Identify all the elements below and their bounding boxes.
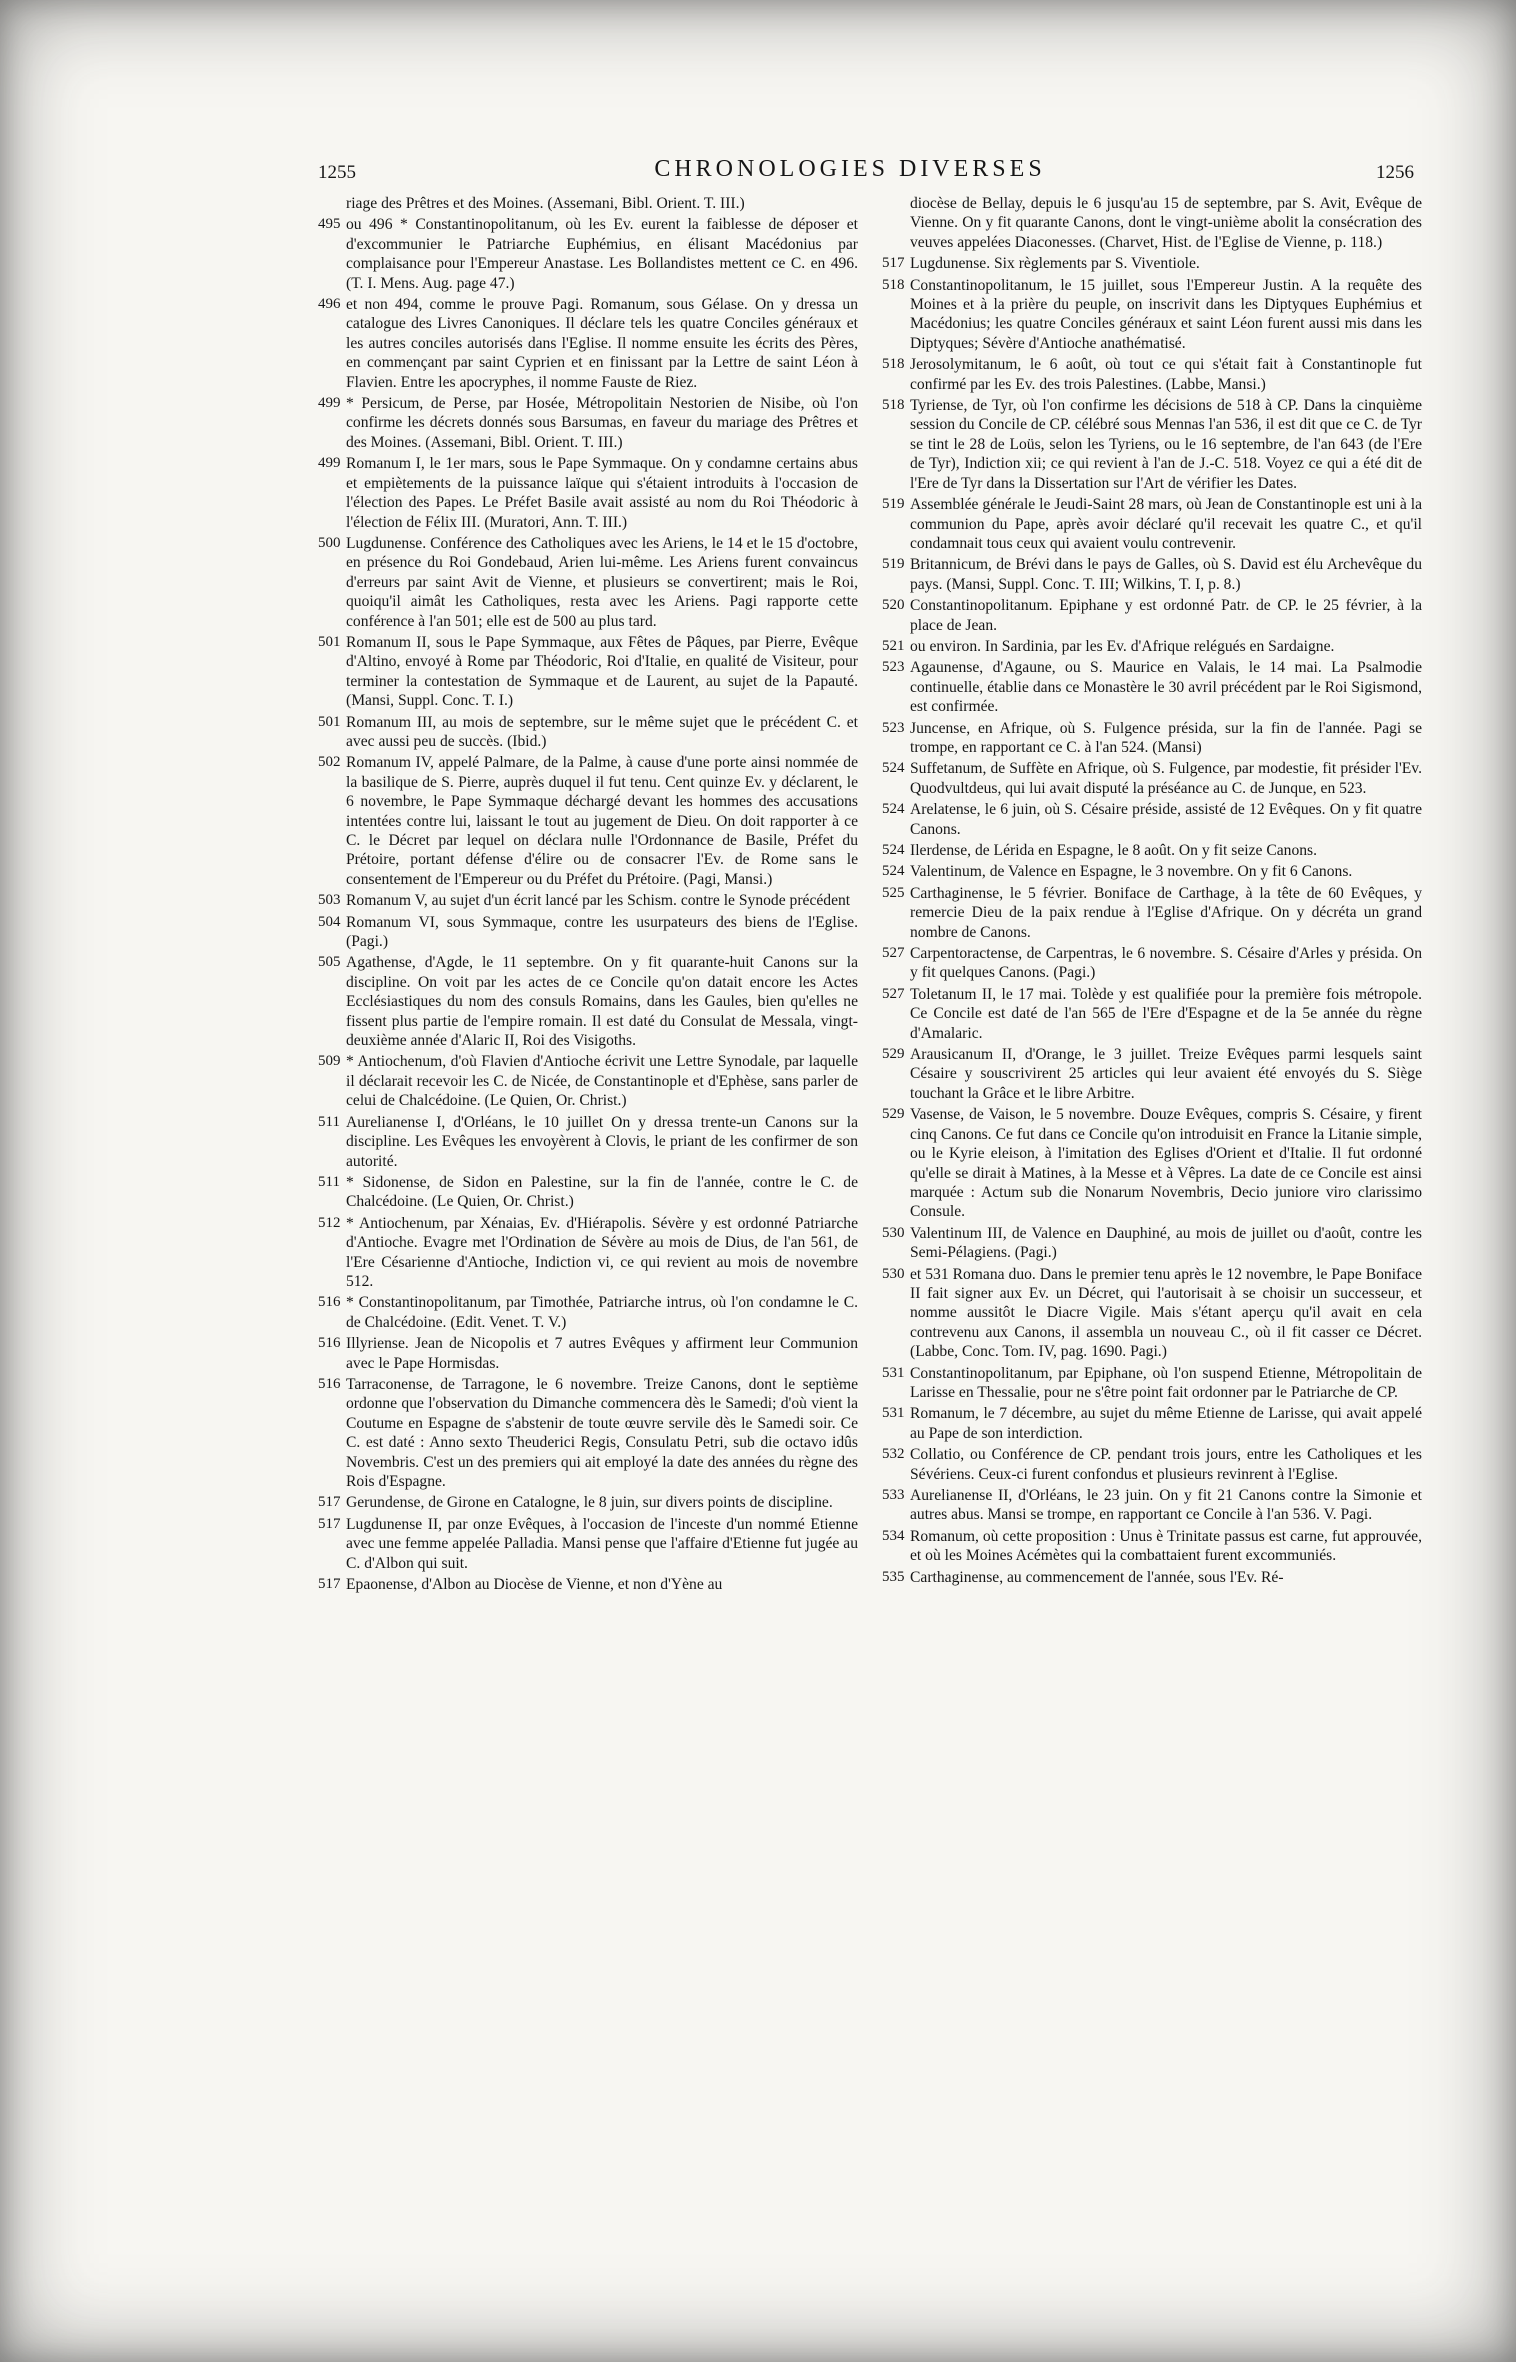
- entry-year: 520: [882, 597, 905, 614]
- chronology-entry: [318, 1375, 858, 1491]
- entry-text: * Antiochenum, par Xénaias, Ev. d'Hiérapolis. Sévère y est ordonné Patriarche d'Antioche. Evagre met l'Ordination de Sévère au mois de Dius, de l'an 561, de l'Ere Césarienne d'Antioche, Indiction vi, ce qui revient au mois de novembre 512.: [346, 1214, 858, 1290]
- chronology-entry: [318, 1493, 858, 1512]
- entry-year: 501: [318, 633, 341, 650]
- entry-year: 512: [318, 1214, 341, 1231]
- chronology-entry: [882, 841, 1422, 860]
- entry-year: 505: [318, 954, 341, 971]
- entry-text: Juncense, en Afrique, où S. Fulgence présida, sur la fin de l'année. Pagi se trompe, en rapportant ce C. à l'an 524. (Mansi): [910, 719, 1422, 756]
- entry-text: ou 496 * Constantinopolitanum, où les Ev. eurent la faiblesse de déposer et d'excommunier le Patriarche Euphémius, en élisant Macédonius par complaisance pour l'Empereur Anastase. Les Bollandistes mettent ce C. en 496. (T. I. Mens. Aug. page 47.): [346, 216, 858, 292]
- chronology-entry: [882, 1404, 1422, 1443]
- entry-text: et 531 Romana duo. Dans le premier tenu après le 12 novembre, le Pape Boniface II fait signer aux Ev. un Décret, qui l'autorisait à se choisir un successeur, et nomme aussitôt le Diacre Vigile. Mais s'étant aperçu qu'il avait en cela contrevenu aux Canons, il assembla un nouveau C., où il fit casser ce Décret. (Labbe, Conc. Tom. IV, pag. 1690. Pagi.): [910, 1265, 1422, 1361]
- entry-year: 516: [318, 1294, 341, 1311]
- entry-year: 517: [318, 1515, 341, 1532]
- entry-year: 501: [318, 713, 341, 730]
- entry-year: 496: [318, 296, 341, 313]
- entry-text: et non 494, comme le prouve Pagi. Romanum, sous Gélase. On y dressa un catalogue des Livres Canoniques. Il déclare tels les quatre Conciles généraux et les autres conciles autorisés dans l'Eglise. Il nomme ensuite les écrits des Pères, en commençant par saint Cyprien et en finissant par la Lettre de saint Léon à Flavien. Entre les apocryphes, il nomme Fauste de Riez.: [346, 296, 858, 391]
- chronology-entry: [882, 1445, 1422, 1484]
- chronology-entry: [318, 633, 858, 711]
- chronology-entry: [318, 1052, 858, 1110]
- entry-year: 518: [882, 397, 905, 414]
- chronology-entry: [882, 800, 1422, 839]
- chronology-entry: [882, 658, 1422, 716]
- entry-year: 517: [318, 1494, 341, 1511]
- chronology-entry: [882, 596, 1422, 635]
- entry-year: 518: [882, 356, 905, 373]
- entry-text: Vasense, de Vaison, le 5 novembre. Douze Evêques, compris S. Césaire, y firent cinq Canons. Ce fut dans ce Concile qu'on introduisit en France la Litanie simple, ou le Kyrie eleison, à l'imitation des Eglises d'Orient et d'Italie. Il fut ordonné qu'elle se dirait à Matines, à la Messe et à Vêpres. La date de ce Concile est ainsi marquée : Actum sub die Nonarum Novembris, Decio juniore viro clarissimo Consule.: [910, 1106, 1422, 1221]
- entry-text: Carthaginense, le 5 février. Boniface de Carthage, à la tête de 60 Evêques, y remercie Dieu de la paix rendue à l'Eglise d'Afrique. On y décréta un grand nombre de Canons.: [910, 884, 1422, 941]
- entry-year: 503: [318, 892, 341, 909]
- entry-text: Romanum VI, sous Symmaque, contre les usurpateurs des biens de l'Eglise. (Pagi.): [346, 913, 858, 951]
- chronology-entry: [882, 555, 1422, 594]
- chronology-entry: [882, 637, 1422, 656]
- chronology-entry: [882, 355, 1422, 394]
- entry-year: 504: [318, 913, 341, 930]
- chronology-entry: [882, 985, 1422, 1043]
- entry-text: Romanum, le 7 décembre, au sujet du même Etienne de Larisse, qui avait appelé au Pape de son interdiction.: [910, 1405, 1422, 1442]
- entry-year: 524: [882, 842, 905, 858]
- entry-year: 535: [882, 1568, 905, 1585]
- left-column: [318, 194, 858, 1596]
- entry-text: * Antiochenum, d'où Flavien d'Antioche écrivit une Lettre Synodale, par laquelle il déclarait recevoir les C. de Nicée, de Constantinople et d'Ephèse, sans parler de celui de Chalcédoine. (Le Quien, Or. Christ.): [346, 1053, 858, 1110]
- chronology-entry: [882, 276, 1422, 354]
- entry-year: 521: [882, 637, 905, 654]
- chronology-entry: [318, 1334, 858, 1373]
- entry-text: Lugdunense II, par onze Evêques, à l'occasion de l'inceste d'un nommé Etienne avec une femme appelée Palladia. Mansi pense que l'affaire d'Etienne fut jugée au C. d'Albon qui suit.: [346, 1515, 858, 1572]
- chronology-entry: [318, 913, 858, 952]
- entry-year: 517: [882, 255, 905, 272]
- entry-text: Toletanum II, le 17 mai. Tolède y est qualifiée pour la première fois métropole. Ce Concile est daté de l'an 565 de l'Ere d'Espagne et de la 5e année du règne d'Amalaric.: [910, 985, 1422, 1042]
- entry-year: 524: [882, 760, 905, 777]
- entry-year: 523: [882, 659, 905, 676]
- entry-year: 527: [882, 985, 905, 1002]
- entry-text: Romanum II, sous le Pape Symmaque, aux Fêtes de Pâques, par Pierre, Evêque d'Altino, envoyé à Rome par Théodoric, Roi d'Italie, en qualité de Visiteur, pour terminer la contestation de Symmaque et de Laurent, au sujet de la Papauté. (Mansi, Suppl. Conc. T. I.): [346, 633, 858, 710]
- chronology-entry: [318, 215, 858, 293]
- entry-year: 511: [318, 1113, 340, 1130]
- chronology-entry: [318, 1575, 858, 1594]
- entry-text: Arelatense, le 6 juin, où S. Césaire préside, assisté de 12 Evêques. On y fit quatre Canons.: [910, 801, 1422, 838]
- entry-year: 519: [882, 496, 905, 513]
- chronology-entry: [882, 1105, 1422, 1221]
- chronology-entry: [318, 1214, 858, 1292]
- entry-text: * Persicum, de Perse, par Hosée, Métropolitain Nestorien de Nisibe, où l'on confirme les décrets donnés sous Barsumas, en faveur du mariage des Prêtres et des Moines. (Assemani, Bibl. Orient. T. III.): [346, 395, 858, 451]
- entry-year: 499: [318, 455, 341, 472]
- entry-text: Aurelianense II, d'Orléans, le 23 juin. On y fit 21 Canons contre la Simonie et autres abus. Mansi se trompe, en rapportant ce Concile à l'an 536. V. Pagi.: [910, 1487, 1422, 1524]
- chronology-entry: [882, 1527, 1422, 1566]
- entry-text: Carpentoractense, de Carpentras, le 6 novembre. S. Césaire d'Arles y présida. On y fit quelques Canons. (Pagi.): [910, 945, 1422, 982]
- entry-text: Romanum, où cette proposition : Unus è Trinitate passus est carne, fut approuvée, et où les Moines Acémètes qui la combattaient furent excommuniés.: [910, 1527, 1422, 1565]
- entry-text: Jerosolymitanum, le 6 août, où tout ce qui s'était fait à Constantinople fut confirmé par les Ev. des trois Palestines. (Labbe, Mansi.): [910, 356, 1422, 393]
- entry-year: 533: [882, 1487, 905, 1503]
- entry-text: Collatio, ou Conférence de CP. pendant trois jours, entre les Catholiques et les Sévériens. Ceux-ci furent confondus et plusieurs revinrent à l'Eglise.: [910, 1446, 1422, 1483]
- entry-text: Carthaginense, au commencement de l'année, sous l'Ev. Ré-: [910, 1568, 1284, 1586]
- entry-year: 524: [882, 801, 905, 818]
- chronology-entry: [882, 1568, 1422, 1587]
- entry-text: * Sidonense, de Sidon en Palestine, sur la fin de l'année, contre le C. de Chalcédoine. (Le Quien, Or. Christ.): [346, 1173, 858, 1211]
- chronology-entry: [882, 759, 1422, 798]
- entry-text: Ilerdense, de Lérida en Espagne, le 8 août. On y fit seize Canons.: [910, 842, 1318, 859]
- chronology-entry: [318, 295, 858, 392]
- chronology-entry: [882, 884, 1422, 942]
- chronology-entry: [882, 1486, 1422, 1525]
- entry-text: Lugdunense. Conférence des Catholiques avec les Ariens, le 14 et le 15 d'octobre, en présence du Roi Gondebaud, Arien lui-même. Les Ariens furent convaincus d'erreurs par saint Avit de Vienne, et plusieurs se convertirent; mais le Roi, quoiqu'il aimât les Catholiques, resta avec les Ariens. Pagi rapporte cette conférence à l'an 501; elle est de 500 au plus tard.: [346, 534, 858, 630]
- chronology-entry: [318, 1293, 858, 1332]
- entry-year: 534: [882, 1527, 905, 1544]
- entry-text: Agathense, d'Agde, le 11 septembre. On y fit quarante-huit Canons sur la discipline. On voit par les actes de ce Concile qu'on datait encore les Actes Ecclésiastiques du nom des consuls Romains, dans les Gaules, bien qu'elles ne fissent plus partie de l'empire romain. Il est daté du Consulat de Messala, vingt-deuxième année d'Alaric II, Roi des Visigoths.: [346, 954, 858, 1050]
- entry-text: Constantinopolitanum, le 15 juillet, sous l'Empereur Justin. A la requête des Moines et à la prière du peuple, on inscrivit dans les Diptyques Euphémius et Macédonius; les quatre Conciles généraux et saint Léon furent aussi mis dans les Diptyques; Sévère d'Antioche anathématisé.: [910, 276, 1422, 352]
- right-column: [882, 194, 1422, 1589]
- chronology-entry: [882, 719, 1422, 758]
- entry-year: 499: [318, 395, 341, 412]
- entry-text: Valentinum III, de Valence en Dauphiné, au mois de juillet ou d'août, contre les Semi-Pélagiens. (Pagi.): [910, 1224, 1422, 1262]
- entry-text: Romanum I, le 1er mars, sous le Pape Symmaque. On y condamne certains abus et empiètements de la puissance laïque qui s'étaient introduits à l'occasion de l'élection des Papes. Le Préfet Basile avait assisté au nom du Roi Théodoric à l'élection de Félix III. (Muratori, Ann. T. III.): [346, 455, 858, 531]
- chronology-entry: [882, 396, 1422, 493]
- left-page-number: 1255: [318, 162, 356, 183]
- chronology-entry: [882, 254, 1422, 273]
- entry-year: 529: [882, 1046, 905, 1063]
- chronology-entry: [882, 862, 1422, 881]
- entry-text: Romanum III, au mois de septembre, sur le même sujet que le précédent C. et avec aussi peu de succès. (Ibid.): [346, 713, 858, 750]
- chronology-entry: [882, 495, 1422, 553]
- entry-text: Gerundense, de Girone en Catalogne, le 8 juin, sur divers points de discipline.: [346, 1494, 833, 1512]
- chronology-entry: [318, 534, 858, 631]
- chronology-entry: [882, 194, 1422, 252]
- chronology-entry: [882, 1364, 1422, 1403]
- chronology-entry: [318, 753, 858, 889]
- chronology-entry: [318, 713, 858, 752]
- entry-text: riage des Prêtres et des Moines. (Assemani, Bibl. Orient. T. III.): [346, 195, 745, 212]
- chronology-entry: [318, 394, 858, 452]
- entry-text: Arausicanum II, d'Orange, le 3 juillet. Treize Evêques parmi lesquels saint Césaire y souscrivirent 25 articles qui leur avaient été envoyés du S. Siège touchant la Grâce et le libre Arbitre.: [910, 1046, 1422, 1102]
- entry-text: * Constantinopolitanum, par Timothée, Patriarche intrus, où l'on condamne le C. de Chalcédoine. (Edit. Venet. T. V.): [346, 1294, 858, 1331]
- entry-year: 524: [882, 863, 905, 880]
- entry-text: Valentinum, de Valence en Espagne, le 3 novembre. On y fit 6 Canons.: [910, 863, 1353, 881]
- chronology-entry: [318, 953, 858, 1050]
- entry-year: 516: [318, 1335, 341, 1352]
- chronology-entry: [318, 1173, 858, 1212]
- entry-text: Tarraconense, de Tarragone, le 6 novembre. Treize Canons, dont le septième ordonne que l'observation du Dimanche commencera dès le Samedi; d'où vient la Coutume en Espagne de s'abstenir de toute œuvre servile dès le Samedi soir. Ce C. est daté : Anno sexto Theuderici Regis, Consulatu Petri, sub die octavo idûs Novembris. C'est un des premiers qui ait employé la date des années du règne des Rois d'Espagne.: [346, 1375, 858, 1490]
- entry-text: Aurelianense I, d'Orléans, le 10 juillet On y dressa trente-un Canons sur la discipline. Les Evêques les envoyèrent à Clovis, le priant de les confirmer de son autorité.: [346, 1113, 858, 1170]
- entry-year: 516: [318, 1375, 341, 1392]
- entry-text: Constantinopolitanum. Epiphane y est ordonné Patr. de CP. le 25 février, à la place de Jean.: [910, 597, 1422, 634]
- entry-text: Agaunense, d'Agaune, ou S. Maurice en Valais, le 14 mai. La Psalmodie continuelle, établie dans ce Monastère le 30 avril précédent par le Roi Sigismond, est confirmée.: [910, 659, 1422, 716]
- entry-text: Assemblée générale le Jeudi-Saint 28 mars, où Jean de Constantinople est uni à la communion du Pape, après avoir déclaré qu'il recevait les quatre C., et qu'il condamnait tous ceux qui avaient voulu contrevenir.: [910, 496, 1422, 552]
- chronology-entry: [318, 454, 858, 532]
- entry-year: 532: [882, 1446, 905, 1463]
- chronology-entry: [882, 944, 1422, 983]
- entry-year: 529: [882, 1106, 905, 1123]
- chronology-entry: [882, 1045, 1422, 1103]
- entry-text: diocèse de Bellay, depuis le 6 jusqu'au 15 de septembre, par S. Avit, Evêque de Vienne. On y fit quarante Canons, dont le vingt-unième abolit la consécration des veuves appelées Diaconesses. (Charvet, Hist. de l'Eglise de Vienne, p. 118.): [910, 195, 1422, 251]
- entry-year: 511: [318, 1173, 340, 1190]
- entry-year: 509: [318, 1053, 341, 1070]
- entry-text: Illyriense. Jean de Nicopolis et 7 autres Evêques y affirment leur Communion avec le Pape Hormisdas.: [346, 1335, 858, 1372]
- entry-text: Epaonense, d'Albon au Diocèse de Vienne, et non d'Yène au: [346, 1576, 723, 1594]
- running-title: CHRONOLOGIES DIVERSES: [654, 156, 1046, 182]
- entry-year: 531: [882, 1405, 905, 1422]
- chronology-entry: [318, 891, 858, 910]
- chronology-entry: [318, 1515, 858, 1573]
- entry-year: 525: [882, 884, 905, 901]
- entry-text: Tyriense, de Tyr, où l'on confirme les décisions de 518 à CP. Dans la cinquième session du Concile de CP. célébré sous Mennas l'an 536, il est dit que ce C. de Tyr se tint le 28 de Loüs, selon les Tyriens, ou le 16 septembre, de l'an 643 (de l'Ere de Tyr), Indiction xii; ce qui revient à l'an de J.-C. 518. Voyez ce qui a été dit de l'Ere de Tyr dans la Dissertation sur l'Art de vérifier les Dates.: [910, 397, 1422, 492]
- entry-year: 495: [318, 216, 341, 233]
- entry-text: ou environ. In Sardinia, par les Ev. d'Afrique relégués en Sardaigne.: [910, 637, 1335, 655]
- entry-year: 530: [882, 1224, 905, 1241]
- entry-text: Romanum IV, appelé Palmare, de la Palme, à cause d'une porte ainsi nommée de la basilique de S. Pierre, auprès duquel il fut tenu. Cent quinze Ev. y déclarent, le 6 novembre, le Pape Symmaque déchargé devant les hommes des accusations intentées contre lui, laissant le tout au jugement de Dieu. On doit rapporter à ce C. le Décret par lequel on déclara nulle l'Ordonnance de Basile, Préfet du Prétoire, portant défense d'élire ou de consacrer l'Ev. de Rome sans le consentement de l'Empereur ou du Préfet du Prétoire. (Pagi, Mansi.): [346, 754, 858, 888]
- entry-text: Romanum V, au sujet d'un écrit lancé par les Schism. contre le Synode précédent: [346, 892, 851, 910]
- entry-year: 530: [882, 1265, 905, 1282]
- entry-year: 517: [318, 1576, 341, 1593]
- entry-year: 523: [882, 719, 905, 736]
- entry-text: Britannicum, de Brévi dans le pays de Galles, où S. David est élu Archevêque du pays. (Mansi, Suppl. Conc. T. III; Wilkins, T. I, p. 8.): [910, 556, 1422, 593]
- entry-year: 519: [882, 556, 905, 573]
- entry-year: 502: [318, 754, 341, 771]
- entry-year: 500: [318, 534, 341, 551]
- right-page-number: 1256: [1376, 162, 1414, 183]
- entry-year: 531: [882, 1364, 905, 1381]
- entry-year: 518: [882, 276, 905, 293]
- entry-text: Lugdunense. Six règlements par S. Viventiole.: [910, 255, 1200, 273]
- entry-text: Suffetanum, de Suffète en Afrique, où S. Fulgence, par modestie, fit présider l'Ev. Quodvultdeus, qui lui avait disputé la préséance au C. de Junque, en 523.: [910, 760, 1422, 797]
- chronology-entry: [318, 194, 858, 213]
- chronology-entry: [882, 1265, 1422, 1362]
- chronology-entry: [882, 1224, 1422, 1263]
- entry-text: Constantinopolitanum, par Epiphane, où l'on suspend Etienne, Métropolitain de Larisse en Thessalie, pour ne s'être point fait ordonner par le Patriarche de CP.: [910, 1364, 1422, 1401]
- entry-year: 527: [882, 945, 905, 962]
- chronology-entry: [318, 1113, 858, 1171]
